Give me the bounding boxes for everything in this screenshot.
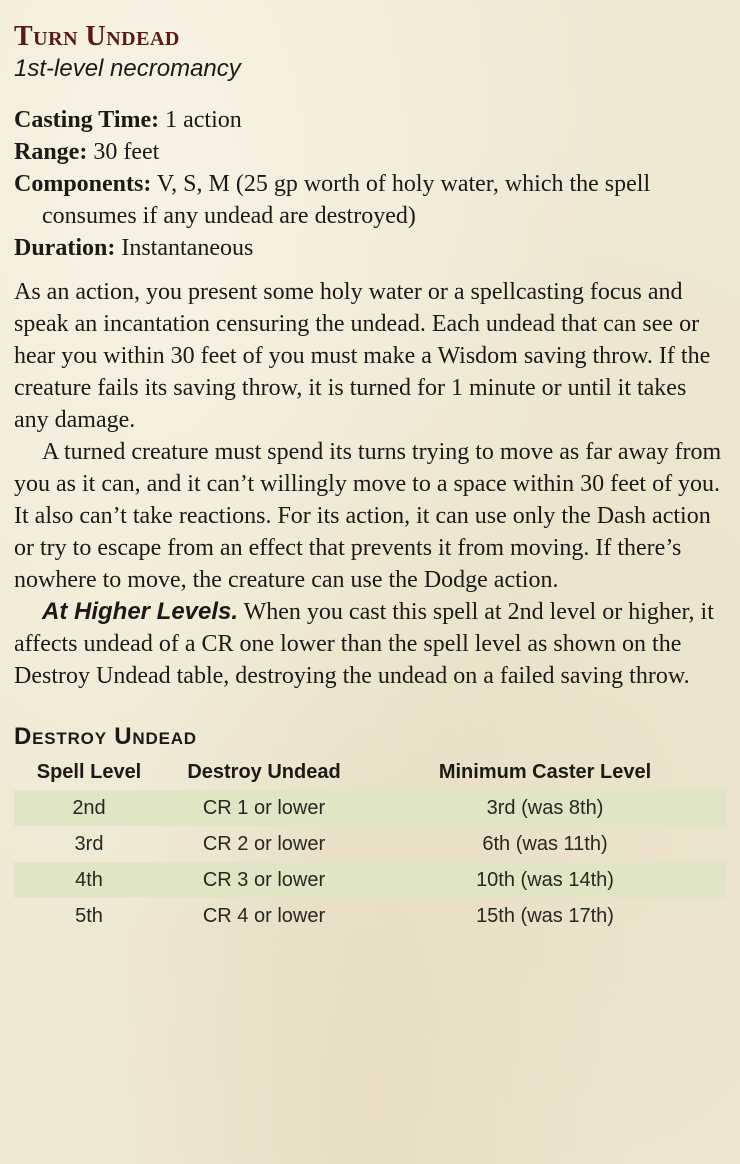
header-spacer bbox=[14, 84, 726, 104]
table-header-row bbox=[14, 754, 726, 790]
table-title: Destroy Undead bbox=[14, 723, 197, 750]
casting-time-line bbox=[14, 104, 726, 136]
cell-destroy-undead: CR 4 or lower bbox=[202, 904, 326, 927]
table-row bbox=[14, 862, 726, 898]
spell-title: Turn Undead bbox=[14, 21, 180, 52]
header-minimum-caster-level: Minimum Caster Level bbox=[438, 760, 652, 783]
cell-spell-level: 2nd bbox=[14, 790, 164, 826]
cell-caster-level: 6th (was 11th) bbox=[482, 832, 608, 855]
cell-destroy-undead: CR 1 or lower bbox=[164, 790, 364, 826]
casting-time-label: Casting Time: bbox=[14, 107, 160, 133]
spell-school: 1st-level necromancy bbox=[14, 55, 241, 82]
cell-destroy-undead: CR 3 or lower bbox=[164, 862, 364, 898]
duration-value: Instantaneous bbox=[121, 235, 254, 261]
duration-label: Duration: bbox=[14, 235, 116, 261]
cell-caster-level: 3rd (was 8th) bbox=[364, 790, 726, 826]
cell-caster-level: 10th (was 14th) bbox=[364, 862, 726, 898]
description-paragraph-2: A turned creature must spend its turns trying to move as far away from you as it can, and it can’t willingly move to a space within 30 feet of you. It also can’t take reactions. For its action, it can use only the Dash action or try to escape from an effect that prevents it from moving. If there’s nowhere to move, the creature can use the Dodge action. bbox=[14, 439, 722, 593]
spell-description bbox=[14, 276, 726, 692]
higher-levels-text: When you cast this spell at 2nd level or higher, it affects undead of a CR one lower than the spell level as shown on the Destroy Undead table, destroying the undead on a failed saving throw. bbox=[14, 599, 714, 689]
destroy-undead-table bbox=[14, 754, 726, 934]
components-label: Components: bbox=[14, 171, 152, 197]
higher-levels-paragraph bbox=[14, 596, 726, 692]
table-row bbox=[14, 790, 726, 826]
table-row bbox=[14, 826, 726, 862]
range-line bbox=[14, 136, 726, 168]
stats-spacer bbox=[14, 264, 726, 276]
range-value: 30 feet bbox=[93, 139, 160, 165]
cell-spell-level: 3rd bbox=[74, 832, 104, 855]
duration-line bbox=[14, 232, 726, 264]
header-destroy-undead: Destroy Undead bbox=[187, 760, 341, 783]
cell-spell-level: 4th bbox=[14, 862, 164, 898]
table-row bbox=[14, 898, 726, 934]
header-spell-level: Spell Level bbox=[36, 760, 142, 783]
components-value: V, S, M (25 gp worth of holy water, which the spell consumes if any undead are destroyed) bbox=[42, 171, 651, 229]
description-paragraph-1: As an action, you present some holy water or a spellcasting focus and speak an incantation censuring the undead. Each undead that can see or hear you within 30 feet of you must make a Wisdom saving throw. If the creature fails its saving throw, it is turned for 1 minute or until it takes any damage. bbox=[14, 279, 711, 433]
cell-spell-level: 5th bbox=[75, 904, 103, 927]
spell-stats bbox=[14, 104, 726, 264]
components-line bbox=[14, 168, 726, 232]
casting-time-value: 1 action bbox=[165, 107, 242, 133]
higher-levels-label: At Higher Levels. bbox=[42, 598, 239, 625]
range-label: Range: bbox=[14, 139, 88, 165]
cell-destroy-undead: CR 2 or lower bbox=[202, 832, 326, 855]
cell-caster-level: 15th (was 17th) bbox=[476, 904, 614, 927]
